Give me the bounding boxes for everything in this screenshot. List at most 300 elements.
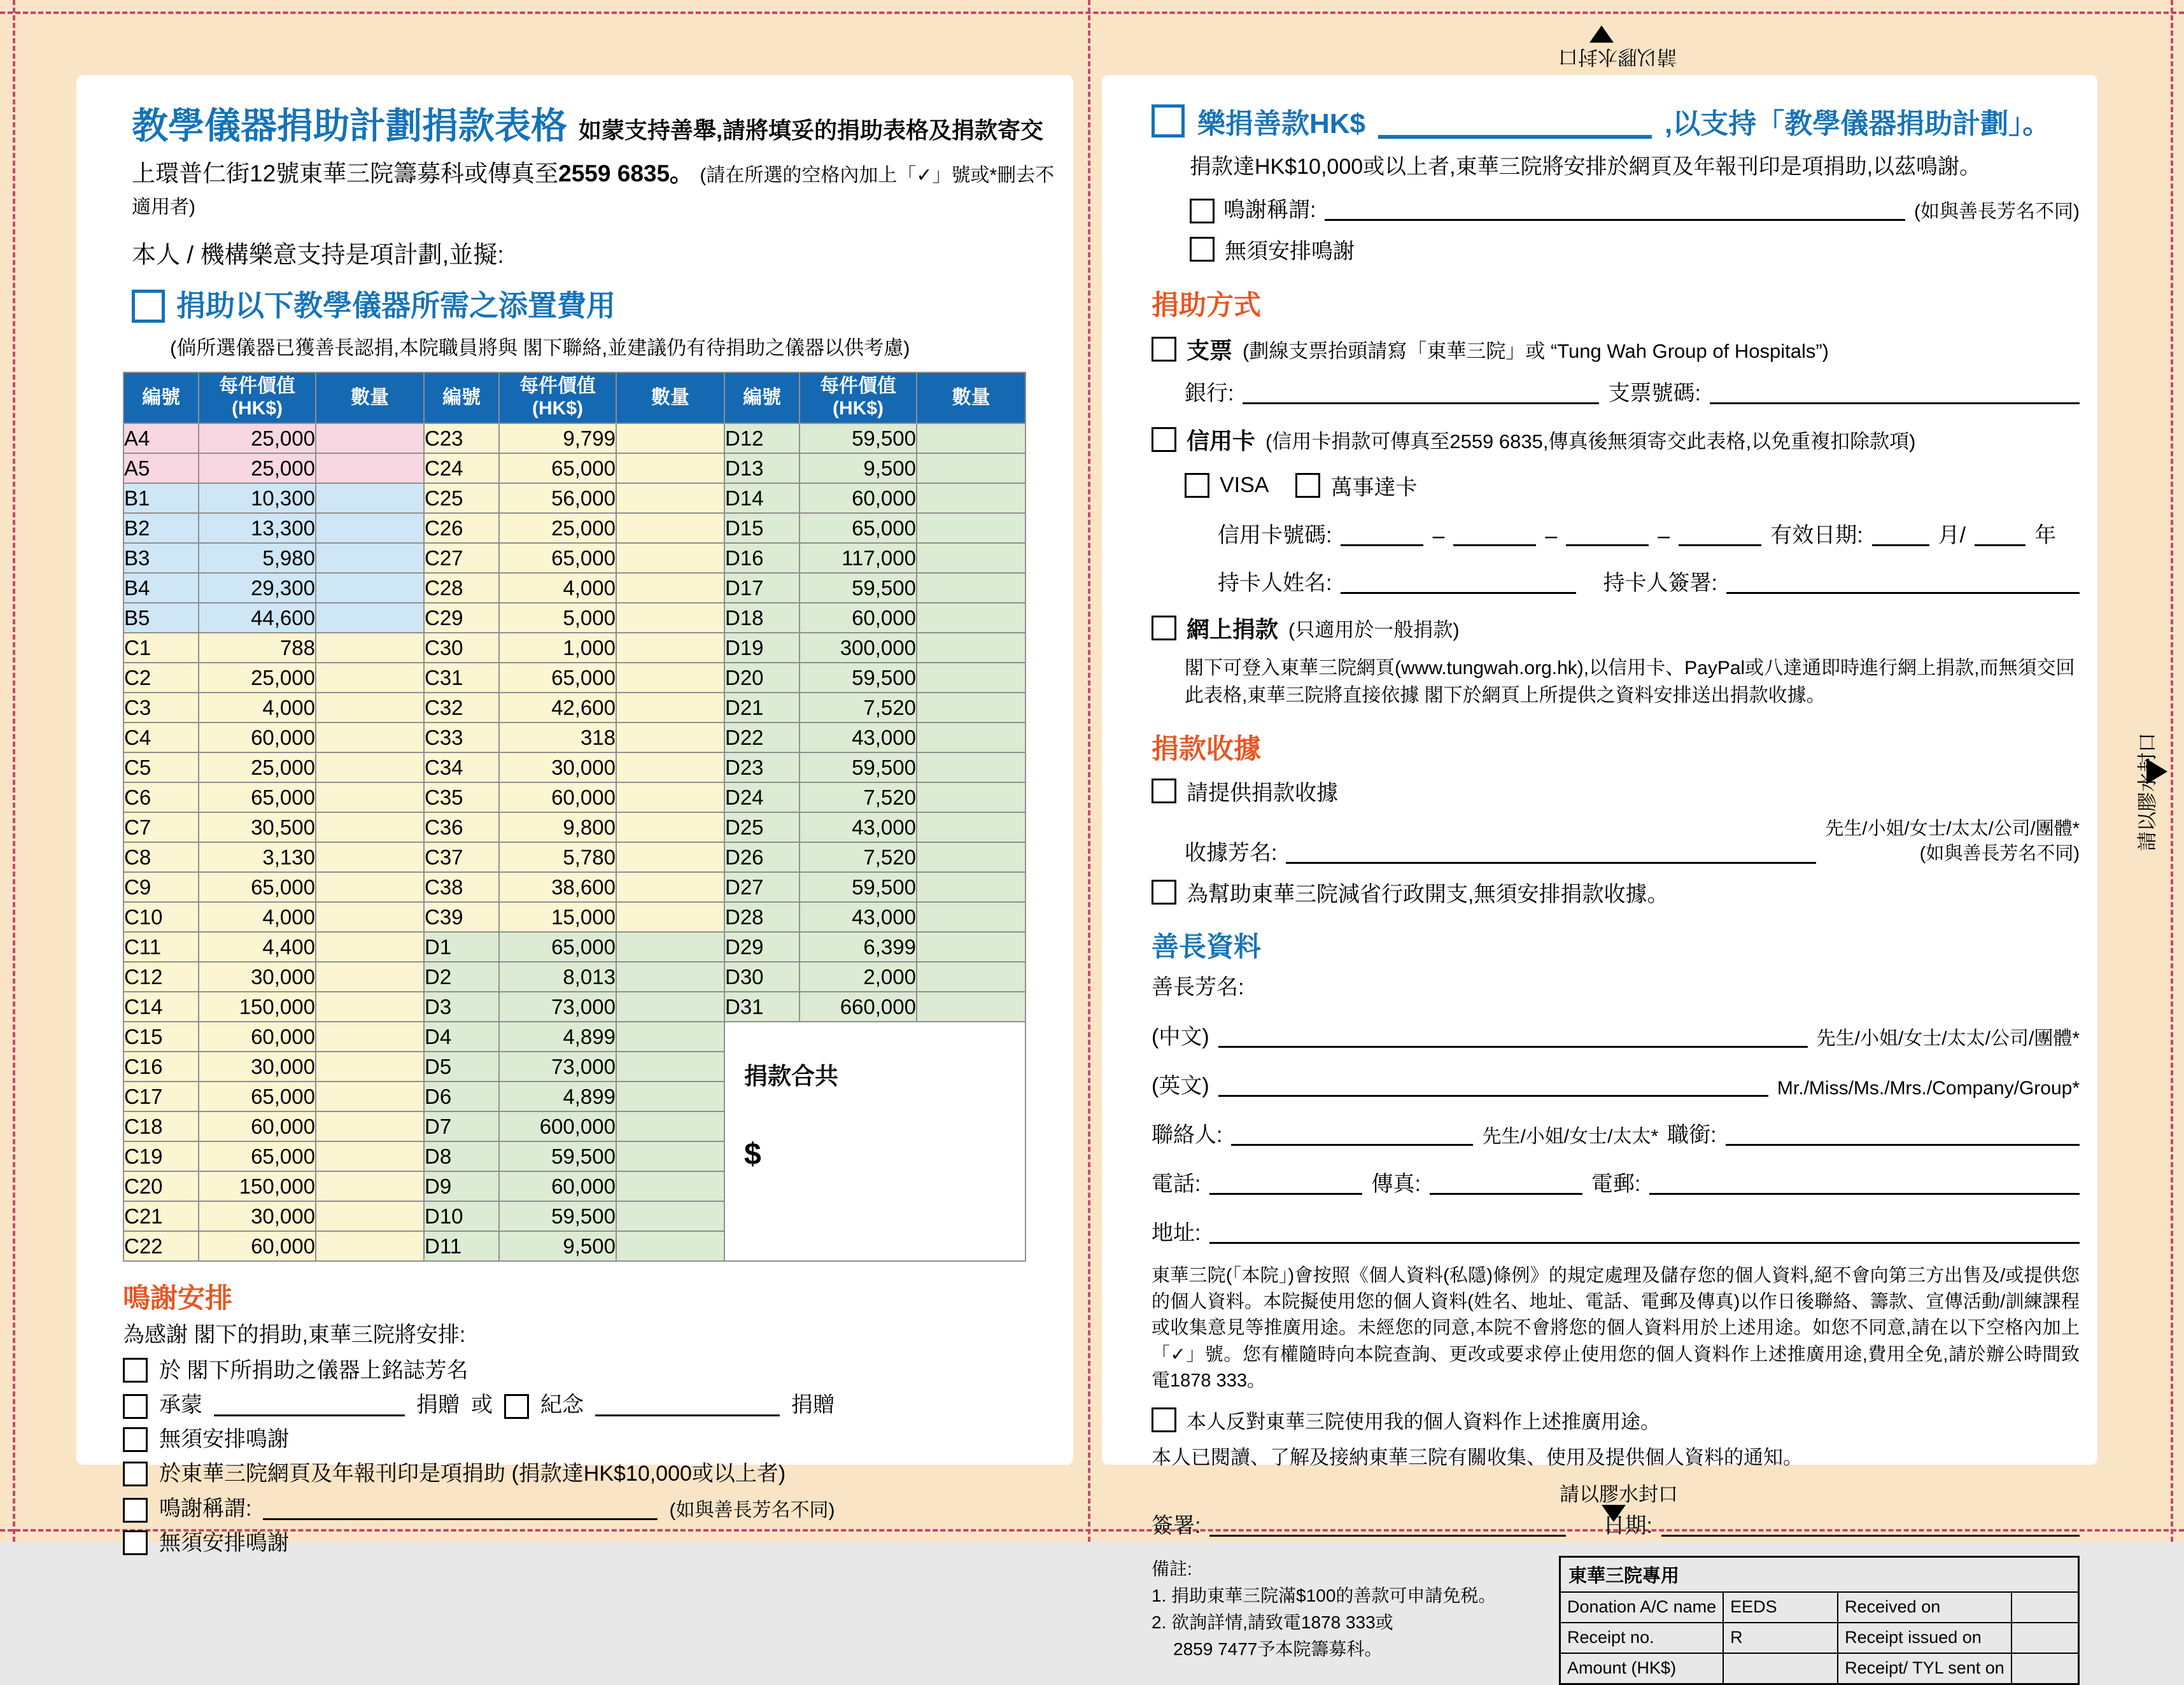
item-price: 59,500 <box>800 423 917 453</box>
ack-name-label: 鳴謝稱謂: <box>159 1496 252 1521</box>
no-ack-checkbox[interactable] <box>1190 237 1215 262</box>
item-qty-cell[interactable] <box>316 812 424 842</box>
courtesy-name-line[interactable] <box>214 1392 405 1416</box>
item-qty-cell[interactable] <box>316 603 424 633</box>
item-code: C12 <box>123 962 199 992</box>
item-qty-cell[interactable] <box>616 693 724 723</box>
ack-title-line[interactable] <box>1325 196 1905 221</box>
mailing-address-line: 上環普仁街12號東華三院籌募科或傳真至2559 6835。 (請在所選的空格內加上「✓」號或*刪去不適用者) <box>132 160 1055 218</box>
item-qty-cell[interactable] <box>316 902 424 932</box>
item-price: 7,520 <box>800 842 917 872</box>
receipt-name-line[interactable] <box>1286 839 1816 864</box>
card-label: 信用卡 <box>1187 427 1256 454</box>
pledge-checkbox[interactable] <box>1152 104 1185 137</box>
expiry-year-line[interactable] <box>1975 521 2025 546</box>
fold-arrow-up-icon <box>1589 25 1614 43</box>
item-price: 10,300 <box>199 483 316 513</box>
item-price: 60,000 <box>800 483 917 513</box>
item-code: D28 <box>724 902 800 932</box>
item-qty-cell[interactable] <box>316 842 424 872</box>
item-code: C20 <box>123 1171 199 1201</box>
item-price: 318 <box>499 723 616 752</box>
office-cell-value[interactable] <box>2011 1592 2079 1623</box>
card-sep-1: – <box>1432 523 1445 548</box>
email-label: 電郵: <box>1591 1172 1641 1197</box>
equipment-table-row <box>123 723 1025 752</box>
item-qty-cell[interactable] <box>917 513 1025 543</box>
item-qty-cell[interactable] <box>917 543 1025 573</box>
item-price: 4,899 <box>499 1022 616 1052</box>
signature-label: 簽署: <box>1152 1513 1201 1538</box>
no-receipt-checkbox[interactable] <box>1152 880 1176 905</box>
item-price: 60,000 <box>499 1171 616 1201</box>
item-qty-cell[interactable] <box>917 573 1025 603</box>
item-price: 42,600 <box>499 693 616 723</box>
equipment-table-row <box>123 842 1025 872</box>
item-qty-cell[interactable] <box>616 543 724 573</box>
equipment-table-row <box>123 483 1025 513</box>
item-qty-cell[interactable] <box>616 453 724 483</box>
address-line[interactable] <box>1209 1219 2080 1244</box>
item-code: B1 <box>123 483 199 513</box>
item-qty-cell[interactable] <box>616 902 724 932</box>
item-price: 43,000 <box>800 812 917 842</box>
holder-label: 持卡人姓名: <box>1218 570 1332 595</box>
item-code: D27 <box>724 872 800 902</box>
office-cell-label: Receipt no. <box>1560 1623 1724 1653</box>
item-code: B2 <box>123 513 199 543</box>
office-cell-label: Receipt issued on <box>1838 1623 2011 1653</box>
item-qty-cell[interactable] <box>917 902 1025 932</box>
item-qty-cell[interactable] <box>316 1111 424 1141</box>
fax-label: 傳真: <box>1371 1172 1421 1197</box>
item-qty-cell[interactable] <box>616 483 724 513</box>
provide-receipt-label: 請提供捐款收據 <box>1187 780 1338 805</box>
item-code: C28 <box>424 573 499 603</box>
online-note: (只適用於一般捐款) <box>1288 618 1460 641</box>
item-qty-cell[interactable] <box>616 752 724 782</box>
item-qty-cell[interactable] <box>316 483 424 513</box>
item-price: 300,000 <box>800 633 917 663</box>
online-checkbox[interactable] <box>1152 616 1176 640</box>
item-qty-cell[interactable] <box>917 782 1025 812</box>
item-qty-cell[interactable] <box>316 693 424 723</box>
pledge-note: 捐款達HK$10,000或以上者,東華三院將安排於網頁及年報刊印是項捐助,以茲鳴謝。 <box>1190 155 1982 179</box>
col-header-qty: 數量 <box>316 372 424 423</box>
option-equipment-checkbox[interactable] <box>132 290 165 323</box>
item-code: C19 <box>123 1141 199 1171</box>
item-qty-cell[interactable] <box>316 573 424 603</box>
item-price: 30,000 <box>499 752 616 782</box>
equipment-price-table <box>123 372 1026 1262</box>
item-code: C26 <box>424 513 499 543</box>
item-qty-cell[interactable] <box>616 573 724 603</box>
col-header-qty: 數量 <box>917 372 1025 423</box>
ack-intro: 為感謝 閣下的捐助,東華三院將安排: <box>123 1322 466 1347</box>
item-code: D2 <box>424 962 499 992</box>
memorial-label: 紀念 <box>540 1393 584 1418</box>
contact-label: 聯絡人: <box>1152 1123 1223 1148</box>
chinese-label: (中文) <box>1152 1025 1209 1050</box>
holder-sign-line[interactable] <box>1726 569 2080 594</box>
item-qty-cell[interactable] <box>316 1201 424 1231</box>
item-qty-cell[interactable] <box>616 633 724 663</box>
item-qty-cell[interactable] <box>316 992 424 1022</box>
job-title-line[interactable] <box>1726 1121 2080 1146</box>
item-price: 117,000 <box>800 543 917 573</box>
address-label: 地址: <box>1152 1221 1201 1246</box>
item-code: C18 <box>123 1111 199 1141</box>
item-qty-cell[interactable] <box>616 1022 724 1052</box>
item-price: 13,300 <box>199 513 316 543</box>
item-code: C6 <box>123 782 199 812</box>
item-qty-cell[interactable] <box>616 812 724 842</box>
fold-hint-right: 請以膠水封口 <box>2136 733 2159 851</box>
cheque-no-line[interactable] <box>1710 379 2080 404</box>
item-qty-cell[interactable] <box>917 453 1025 483</box>
item-qty-cell[interactable] <box>616 513 724 543</box>
item-code: C1 <box>123 633 199 663</box>
pledge-amount-line[interactable] <box>1378 106 1652 139</box>
item-code: C22 <box>123 1231 199 1261</box>
item-code: D17 <box>724 573 800 603</box>
item-price: 56,000 <box>499 483 616 513</box>
equipment-table-row <box>123 752 1025 782</box>
item-qty-cell[interactable] <box>316 1171 424 1201</box>
item-qty-cell[interactable] <box>917 752 1025 782</box>
item-qty-cell[interactable] <box>616 1052 724 1082</box>
item-price: 60,000 <box>199 1231 316 1261</box>
item-code: C2 <box>123 663 199 693</box>
item-price: 59,500 <box>800 663 917 693</box>
cheque-note: (劃線支票抬頭請寫「東華三院」或 “Tung Wah Group of Hospitals”) <box>1243 339 1829 362</box>
notes-block <box>1152 1556 1533 1685</box>
holder-name-line[interactable] <box>1341 569 1576 594</box>
col-header-price: 每件價值 (HK$) <box>800 372 917 423</box>
receipt-salutation: 先生/小姐/女士/太太/公司/團體* <box>1825 818 2080 839</box>
item-qty-cell[interactable] <box>316 1231 424 1261</box>
item-price: 73,000 <box>499 1052 616 1082</box>
item-price: 1,000 <box>499 633 616 663</box>
item-code: D5 <box>424 1052 499 1082</box>
item-code: D26 <box>724 842 800 872</box>
item-price: 150,000 <box>199 992 316 1022</box>
item-price: 9,500 <box>800 453 917 483</box>
item-code: C23 <box>424 423 499 453</box>
item-qty-cell[interactable] <box>917 423 1025 453</box>
engrave-checkbox[interactable] <box>123 1358 148 1383</box>
item-price: 150,000 <box>199 1171 316 1201</box>
item-price: 60,000 <box>199 1022 316 1052</box>
office-cell-value[interactable] <box>2011 1623 2079 1653</box>
item-price: 25,000 <box>199 752 316 782</box>
courtesy-checkbox[interactable] <box>123 1394 148 1419</box>
equipment-table-row <box>123 693 1025 723</box>
item-qty-cell[interactable] <box>616 1082 724 1111</box>
item-qty-cell[interactable] <box>316 872 424 902</box>
item-price: 8,013 <box>499 962 616 992</box>
item-price: 30,500 <box>199 812 316 842</box>
item-price: 43,000 <box>800 902 917 932</box>
donation-total-currency[interactable]: $ <box>744 1137 761 1171</box>
col-header-qty: 數量 <box>616 372 724 423</box>
item-price: 65,000 <box>499 453 616 483</box>
office-use-table <box>1559 1556 2080 1685</box>
memorial-checkbox[interactable] <box>504 1394 529 1419</box>
item-code: C4 <box>123 723 199 752</box>
donor-name-label: 善長芳名: <box>1152 975 1244 1000</box>
equipment-table-row <box>123 423 1025 453</box>
item-qty-cell[interactable] <box>316 723 424 752</box>
page-title: 教學儀器捐助計劃捐款表格 <box>132 106 567 146</box>
item-code: C36 <box>424 812 499 842</box>
item-qty-cell[interactable] <box>917 872 1025 902</box>
item-qty-cell[interactable] <box>316 543 424 573</box>
col-header-code: 編號 <box>424 372 499 423</box>
bank-label: 銀行: <box>1185 381 1234 405</box>
publish-checkbox[interactable] <box>123 1462 148 1486</box>
center-fold-dashed-line <box>1088 0 1090 1542</box>
card-no-line-2[interactable] <box>1453 521 1536 546</box>
item-code: D1 <box>424 932 499 962</box>
chinese-name-line[interactable] <box>1218 1023 1808 1048</box>
item-code: B4 <box>123 573 199 603</box>
contact-name-line[interactable] <box>1231 1121 1473 1146</box>
item-code: D9 <box>424 1171 499 1201</box>
equipment-table-row <box>123 453 1025 483</box>
office-cell-label: Received on <box>1838 1592 2011 1623</box>
fax-line[interactable] <box>1430 1170 1582 1195</box>
item-qty-cell[interactable] <box>316 1141 424 1171</box>
equipment-table-row <box>123 543 1025 573</box>
donation-total-label: 捐款合共 <box>744 1062 838 1089</box>
item-price: 65,000 <box>499 543 616 573</box>
item-qty-cell[interactable] <box>616 1111 724 1141</box>
office-table-title: 東華三院專用 <box>1560 1556 2079 1592</box>
ack-name-checkbox[interactable] <box>123 1498 148 1523</box>
memorial-name-line[interactable] <box>595 1392 780 1416</box>
signature-line[interactable] <box>1209 1512 1566 1537</box>
intro-line: 本人 / 機構樂意支持是項計劃,並擬: <box>132 241 504 269</box>
item-price: 25,000 <box>499 513 616 543</box>
item-qty-cell[interactable] <box>616 603 724 633</box>
item-qty-cell[interactable] <box>616 1231 724 1261</box>
no-ack-checkbox-2[interactable] <box>123 1530 148 1555</box>
item-qty-cell[interactable] <box>316 962 424 992</box>
no-ack-label: 無須安排鳴謝 <box>1225 239 1355 264</box>
footer-row <box>1152 1556 2080 1685</box>
col-header-price: 每件價值 (HK$) <box>199 372 316 423</box>
item-price: 4,000 <box>199 902 316 932</box>
courtesy-label: 承蒙 <box>159 1393 202 1418</box>
item-code: D15 <box>724 513 800 543</box>
office-cell-value[interactable] <box>2011 1653 2079 1684</box>
item-price: 60,000 <box>800 603 917 633</box>
item-qty-cell[interactable] <box>917 603 1025 633</box>
item-price: 4,000 <box>499 573 616 603</box>
provide-receipt-checkbox[interactable] <box>1152 779 1176 803</box>
item-qty-cell[interactable] <box>316 633 424 663</box>
office-cell-label: Amount (HK$) <box>1560 1653 1724 1684</box>
item-qty-cell[interactable] <box>917 693 1025 723</box>
item-price: 5,780 <box>499 842 616 872</box>
item-code: D18 <box>724 603 800 633</box>
card-checkbox[interactable] <box>1152 427 1176 452</box>
top-dashed-line <box>0 11 2184 14</box>
item-qty-cell[interactable] <box>616 1201 724 1231</box>
phone-line[interactable] <box>1209 1170 1362 1195</box>
item-code: C8 <box>123 842 199 872</box>
card-note: (信用卡捐款可傳真至2559 6835,傳真後無須寄交此表格,以免重複扣除款項) <box>1265 430 1916 453</box>
item-code: C32 <box>424 693 499 723</box>
item-qty-cell[interactable] <box>917 962 1025 992</box>
item-qty-cell[interactable] <box>616 723 724 752</box>
or-label: 或 <box>471 1393 493 1418</box>
item-code: D13 <box>724 453 800 483</box>
item-price: 25,000 <box>199 423 316 453</box>
ack-title-note: (如與善長芳名不同) <box>1914 201 2080 222</box>
item-code: C33 <box>424 723 499 752</box>
pledge-suffix: ,以支持「教學儀器捐助計劃」。 <box>1665 108 2051 139</box>
privacy-statement: 東華三院(「本院」)會按照《個人資料(私隱)條例》的規定處理及儲存您的個人資料,絕不會向第三方出售及/或提供您的個人資料。本院擬使用您的個人資料(姓名、地址、電話、電郵及傳真)以作日後聯絡、籌款、宣傳活動/訓練課程或收集意見等推廣用途。未經您的同意,本院不會將您的個人資料用於上述用途。如您不同意,請在以下空格內加上「✓」號。您有權隨時向本院查詢、更改或要求停止使用您的個人資料作上述推廣用途,費用全免,請於辦公時間致電1878 333。 <box>1152 1266 2080 1391</box>
ack-name-line[interactable] <box>263 1495 658 1520</box>
item-price: 59,500 <box>800 573 917 603</box>
item-price: 59,500 <box>499 1201 616 1231</box>
item-code: D30 <box>724 962 800 992</box>
item-qty-cell[interactable] <box>616 663 724 693</box>
office-table-row <box>1560 1623 2079 1653</box>
item-code: C35 <box>424 782 499 812</box>
item-code: C24 <box>424 453 499 483</box>
item-qty-cell[interactable] <box>316 1022 424 1052</box>
option-equipment-note: (倘所選儀器已獲善長認捐,本院職員將與 閣下聯絡,並建議仍有待捐助之儀器以供考慮) <box>170 336 910 359</box>
item-qty-cell[interactable] <box>316 1052 424 1082</box>
english-label: (英文) <box>1152 1074 1209 1099</box>
item-code: A5 <box>123 453 199 483</box>
card-no-line-4[interactable] <box>1679 521 1761 546</box>
item-qty-cell[interactable] <box>616 962 724 992</box>
office-cell-value: EEDS <box>1723 1592 1838 1623</box>
item-price: 6,399 <box>800 932 917 962</box>
item-price: 65,000 <box>800 513 917 543</box>
item-qty-cell[interactable] <box>917 932 1025 962</box>
item-qty-cell[interactable] <box>316 782 424 812</box>
item-price: 65,000 <box>199 782 316 812</box>
item-price: 15,000 <box>499 902 616 932</box>
expiry-month-line[interactable] <box>1872 521 1929 546</box>
expiry-year-label: 年 <box>2034 523 2057 547</box>
office-cell-value: R <box>1723 1623 1838 1653</box>
english-name-line[interactable] <box>1218 1072 1768 1097</box>
item-code: D31 <box>724 992 800 1022</box>
cheque-checkbox[interactable] <box>1152 337 1176 362</box>
item-qty-cell[interactable] <box>917 842 1025 872</box>
item-qty-cell[interactable] <box>917 812 1025 842</box>
item-price: 30,000 <box>199 962 316 992</box>
office-cell-value[interactable] <box>1723 1653 1838 1684</box>
item-qty-cell[interactable] <box>316 752 424 782</box>
item-price: 9,799 <box>499 423 616 453</box>
item-code: D8 <box>424 1141 499 1171</box>
item-qty-cell[interactable] <box>616 782 724 812</box>
visa-checkbox[interactable] <box>1185 473 1209 498</box>
visa-label: VISA <box>1220 472 1269 497</box>
item-code: D16 <box>724 543 800 573</box>
chinese-salutation: 先生/小姐/女士/太太/公司/團體* <box>1816 1028 2080 1050</box>
item-qty-cell[interactable] <box>316 453 424 483</box>
item-code: D19 <box>724 633 800 663</box>
item-qty-cell[interactable] <box>616 842 724 872</box>
notes-heading: 備註: <box>1152 1558 1192 1579</box>
contact-salutation: 先生/小姐/女士/太太* <box>1482 1126 1659 1148</box>
card-no-line-1[interactable] <box>1341 521 1423 546</box>
mastercard-checkbox[interactable] <box>1295 473 1320 498</box>
item-qty-cell[interactable] <box>917 723 1025 752</box>
item-code: D23 <box>724 752 800 782</box>
item-code: D24 <box>724 782 800 812</box>
item-qty-cell[interactable] <box>316 513 424 543</box>
item-qty-cell[interactable] <box>616 872 724 902</box>
email-line[interactable] <box>1649 1170 2080 1195</box>
receipt-name-note: (如與善長芳名不同) <box>1919 843 2080 864</box>
item-price: 38,600 <box>499 872 616 902</box>
item-qty-cell[interactable] <box>917 633 1025 663</box>
equipment-table-body <box>123 423 1025 1261</box>
item-qty-cell[interactable] <box>616 423 724 453</box>
item-price: 25,000 <box>199 663 316 693</box>
item-qty-cell[interactable] <box>316 932 424 962</box>
equipment-table-head <box>123 372 1025 423</box>
item-qty-cell[interactable] <box>316 663 424 693</box>
item-code: D22 <box>724 723 800 752</box>
item-qty-cell[interactable] <box>316 423 424 453</box>
ack-title-checkbox[interactable] <box>1190 199 1215 223</box>
item-code: D3 <box>424 992 499 1022</box>
objection-checkbox[interactable] <box>1152 1407 1176 1432</box>
equipment-table-row <box>123 633 1025 663</box>
ack-section-heading: 鳴謝安排 <box>123 1283 232 1314</box>
col-header-code: 編號 <box>724 372 800 423</box>
office-cell-label: Receipt/ TYL sent on <box>1838 1653 2011 1684</box>
item-price: 60,000 <box>199 1111 316 1141</box>
bank-line[interactable] <box>1243 379 1599 404</box>
item-qty-cell[interactable] <box>917 483 1025 513</box>
objection-label: 本人反對東華三院使用我的個人資料作上述推廣用途。 <box>1187 1410 1660 1433</box>
item-qty-cell[interactable] <box>616 1141 724 1171</box>
date-line[interactable] <box>1661 1512 2080 1537</box>
item-qty-cell[interactable] <box>616 992 724 1022</box>
donation-total-box <box>724 1022 1025 1261</box>
item-price: 3,130 <box>199 842 316 872</box>
item-code: C34 <box>424 752 499 782</box>
item-qty-cell[interactable] <box>917 663 1025 693</box>
item-code: D10 <box>424 1201 499 1231</box>
card-no-line-3[interactable] <box>1566 521 1649 546</box>
item-qty-cell[interactable] <box>616 1171 724 1201</box>
item-qty-cell[interactable] <box>917 992 1025 1022</box>
item-code: C11 <box>123 932 199 962</box>
equipment-table-row <box>123 663 1025 693</box>
item-price: 65,000 <box>499 932 616 962</box>
item-code: D4 <box>424 1022 499 1052</box>
item-price: 25,000 <box>199 453 316 483</box>
item-qty-cell[interactable] <box>316 1082 424 1111</box>
item-code: C27 <box>424 543 499 573</box>
no-ack-checkbox-1[interactable] <box>123 1427 148 1452</box>
item-price: 660,000 <box>800 992 917 1022</box>
item-qty-cell[interactable] <box>616 932 724 962</box>
item-code: C31 <box>424 663 499 693</box>
